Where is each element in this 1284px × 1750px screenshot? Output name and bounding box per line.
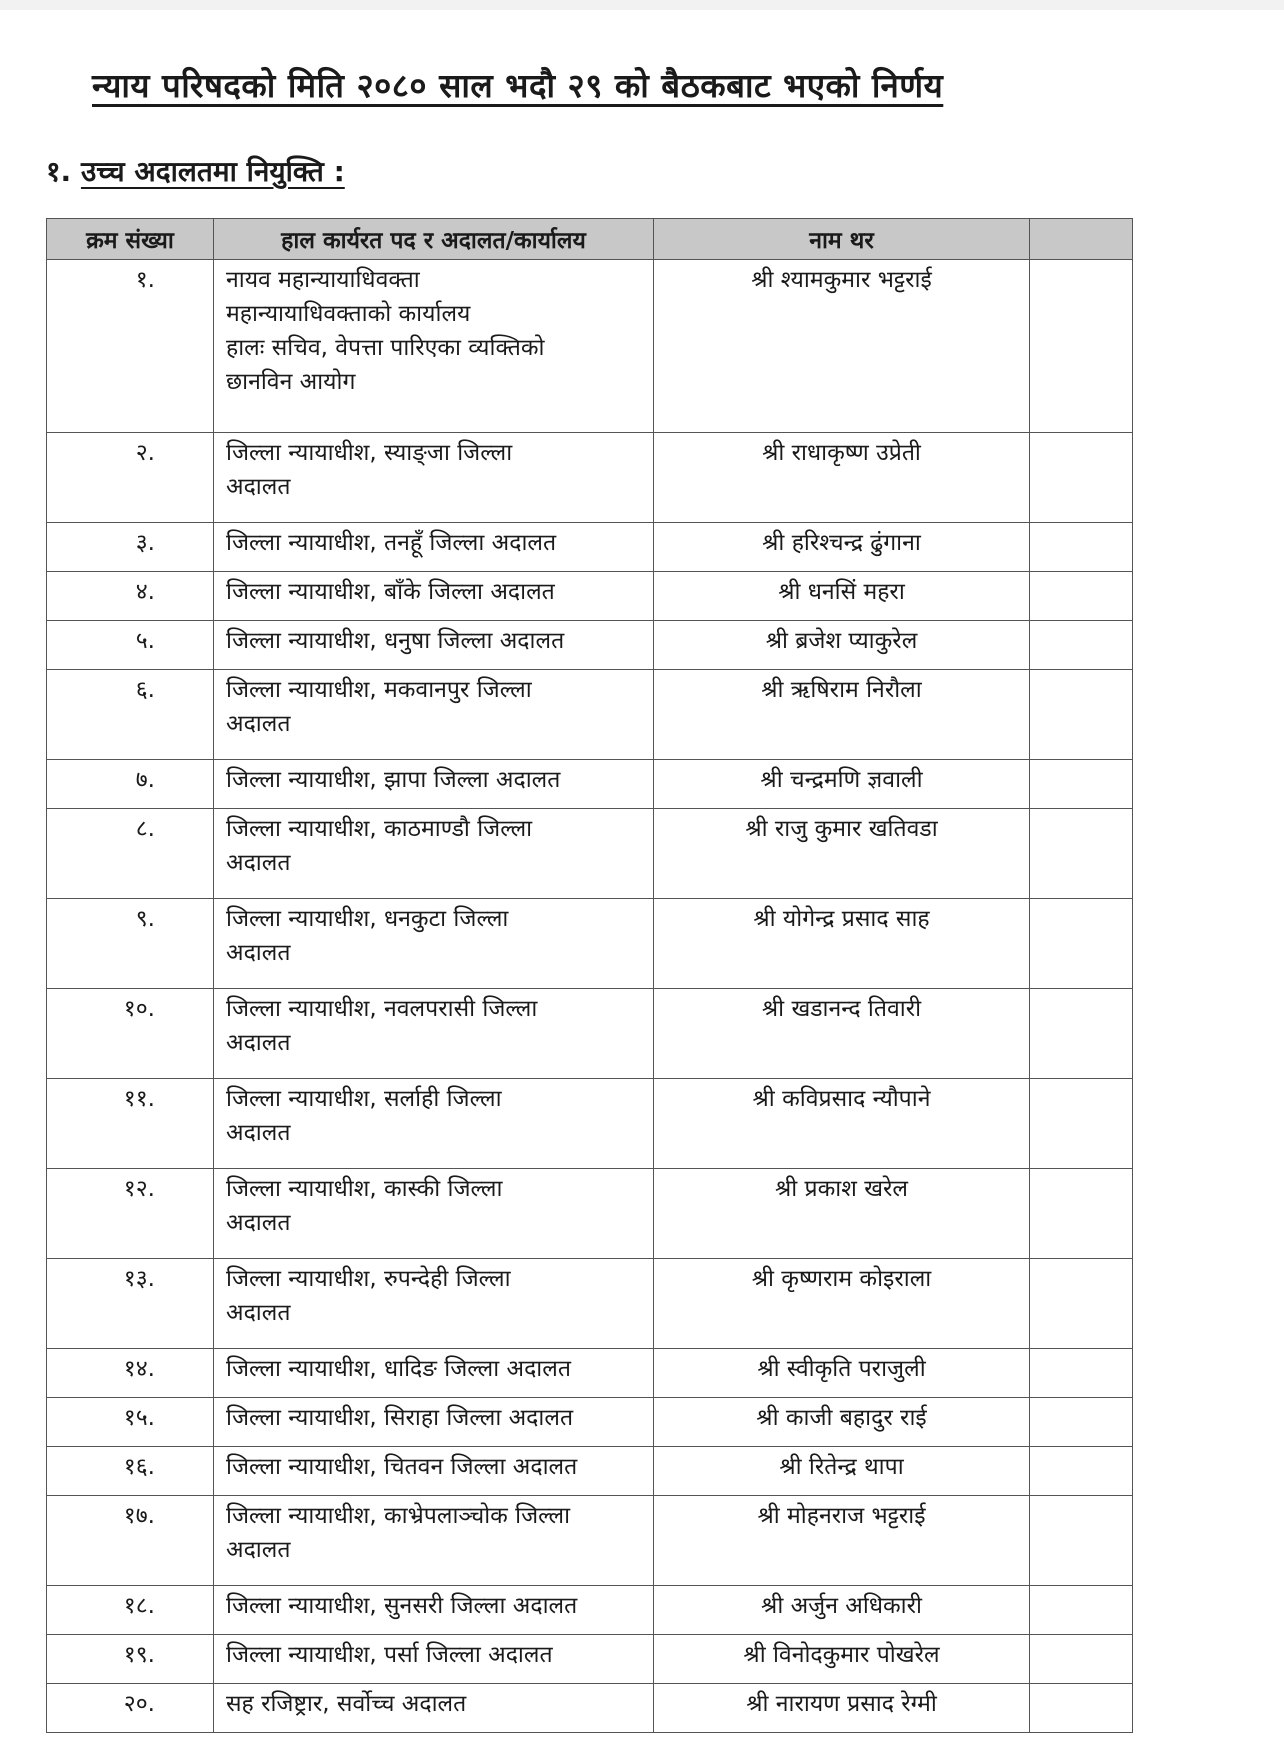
document-title: न्याय परिषदको मिति २०८० साल भदौ २९ को बैठकबाट भएको निर्णय — [92, 66, 944, 105]
position-line: अदालत — [226, 940, 291, 966]
position-line: जिल्ला न्यायाधीश, धनकुटा जिल्ला — [226, 906, 509, 932]
table-row — [47, 670, 1133, 760]
position-line: जिल्ला न्यायाधीश, धनुषा जिल्ला अदालत — [226, 628, 565, 654]
cell-name: श्री राधाकृष्ण उप्रेती — [654, 433, 1030, 523]
position-line: जिल्ला न्यायाधीश, कास्की जिल्ला — [226, 1176, 503, 1202]
cell-serial: १७. — [47, 1496, 214, 1586]
position-line: अदालत — [226, 1120, 291, 1146]
cell-position — [214, 523, 654, 572]
table-row — [47, 1169, 1133, 1259]
cell-name: श्री खडानन्द तिवारी — [654, 989, 1030, 1079]
table-row — [47, 1635, 1133, 1684]
cell-name: श्री ऋषिराम निरौला — [654, 670, 1030, 760]
cell-serial: ९. — [47, 899, 214, 989]
cell-extra — [1030, 621, 1133, 670]
cell-position — [214, 1635, 654, 1684]
cell-extra — [1030, 809, 1133, 899]
cell-serial: २. — [47, 433, 214, 523]
cell-position — [214, 1447, 654, 1496]
cell-name: श्री रितेन्द्र थापा — [654, 1447, 1030, 1496]
cell-serial: १५. — [47, 1398, 214, 1447]
cell-name: श्री मोहनराज भट्टराई — [654, 1496, 1030, 1586]
table-row — [47, 260, 1133, 433]
cell-name: श्री स्वीकृति पराजुली — [654, 1349, 1030, 1398]
position-line: जिल्ला न्यायाधीश, काभ्रेपलाञ्चोक जिल्ला — [226, 1503, 571, 1529]
cell-serial: २०. — [47, 1684, 214, 1733]
cell-extra — [1030, 899, 1133, 989]
cell-serial: ५. — [47, 621, 214, 670]
cell-extra — [1030, 433, 1133, 523]
cell-name: श्री प्रकाश खरेल — [654, 1169, 1030, 1259]
table-row — [47, 1684, 1133, 1733]
cell-position — [214, 1349, 654, 1398]
position-line: अदालत — [226, 850, 291, 876]
cell-name: श्री अर्जुन अधिकारी — [654, 1586, 1030, 1635]
cell-position — [214, 989, 654, 1079]
cell-position — [214, 621, 654, 670]
cell-name: श्री राजु कुमार खतिवडा — [654, 809, 1030, 899]
position-line: अदालत — [226, 1537, 291, 1563]
cell-serial: १८. — [47, 1586, 214, 1635]
cell-name: श्री नारायण प्रसाद रेग्मी — [654, 1684, 1030, 1733]
table-row — [47, 1447, 1133, 1496]
cell-serial: १३. — [47, 1259, 214, 1349]
cell-extra — [1030, 1169, 1133, 1259]
section-title: उच्च अदालतमा नियुक्ति : — [80, 155, 345, 188]
cell-name: श्री काजी बहादुर राई — [654, 1398, 1030, 1447]
cell-serial: ७. — [47, 760, 214, 809]
cell-position — [214, 1684, 654, 1733]
position-line: जिल्ला न्यायाधीश, तनहूँ जिल्ला अदालत — [226, 530, 557, 556]
cell-extra — [1030, 1259, 1133, 1349]
position-line: अदालत — [226, 1210, 291, 1236]
cell-serial: ३. — [47, 523, 214, 572]
cell-serial: ६. — [47, 670, 214, 760]
cell-position — [214, 1496, 654, 1586]
cell-extra — [1030, 1079, 1133, 1169]
position-line: जिल्ला न्यायाधीश, रुपन्देही जिल्ला — [226, 1266, 511, 1292]
table-row — [47, 572, 1133, 621]
cell-position — [214, 260, 654, 433]
header-serial: क्रम संख्या — [47, 219, 214, 260]
cell-extra — [1030, 1349, 1133, 1398]
cell-name: श्री कविप्रसाद न्यौपाने — [654, 1079, 1030, 1169]
position-line: जिल्ला न्यायाधीश, सिराहा जिल्ला अदालत — [226, 1405, 574, 1431]
cell-name: श्री चन्द्रमणि ज्ञवाली — [654, 760, 1030, 809]
position-line: सह रजिष्ट्रार, सर्वोच्च अदालत — [226, 1691, 467, 1717]
position-line: जिल्ला न्यायाधीश, काठमाण्डौ जिल्ला — [226, 816, 533, 842]
cell-serial: १६. — [47, 1447, 214, 1496]
cell-extra — [1030, 1496, 1133, 1586]
cell-serial: १४. — [47, 1349, 214, 1398]
table-row — [47, 433, 1133, 523]
position-line: जिल्ला न्यायाधीश, बाँके जिल्ला अदालत — [226, 579, 555, 605]
cell-extra — [1030, 523, 1133, 572]
table-row — [47, 809, 1133, 899]
table-row — [47, 621, 1133, 670]
cell-extra — [1030, 1635, 1133, 1684]
cell-extra — [1030, 260, 1133, 433]
table-row — [47, 1496, 1133, 1586]
cell-position — [214, 1398, 654, 1447]
cell-name: श्री श्यामकुमार भट्टराई — [654, 260, 1030, 433]
position-line: जिल्ला न्यायाधीश, झापा जिल्ला अदालत — [226, 767, 561, 793]
cell-name: श्री धनसिं महरा — [654, 572, 1030, 621]
header-name: नाम थर — [654, 219, 1030, 260]
position-line: जिल्ला न्यायाधीश, पर्सा जिल्ला अदालत — [226, 1642, 553, 1668]
cell-extra — [1030, 1447, 1133, 1496]
position-line: जिल्ला न्यायाधीश, चितवन जिल्ला अदालत — [226, 1454, 578, 1480]
cell-position — [214, 1169, 654, 1259]
table-header-row — [47, 219, 1133, 260]
cell-name: श्री कृष्णराम कोइराला — [654, 1259, 1030, 1349]
top-strip — [0, 0, 1284, 10]
cell-extra — [1030, 760, 1133, 809]
cell-extra — [1030, 670, 1133, 760]
header-extra — [1030, 219, 1133, 260]
position-line: जिल्ला न्यायाधीश, मकवानपुर जिल्ला — [226, 677, 532, 703]
cell-name: श्री योगेन्द्र प्रसाद साह — [654, 899, 1030, 989]
section-number: १. — [46, 155, 72, 188]
table-row — [47, 989, 1133, 1079]
header-position: हाल कार्यरत पद र अदालत/कार्यालय — [214, 219, 654, 260]
position-line: जिल्ला न्यायाधीश, धादिङ जिल्ला अदालत — [226, 1356, 571, 1382]
position-line: छानविन आयोग — [226, 369, 356, 395]
cell-serial: १०. — [47, 989, 214, 1079]
position-line: हालः सचिव, वेपत्ता पारिएका व्यक्तिको — [226, 335, 545, 361]
position-line: जिल्ला न्यायाधीश, नवलपरासी जिल्ला — [226, 996, 538, 1022]
cell-serial: १२. — [47, 1169, 214, 1259]
cell-position — [214, 1586, 654, 1635]
position-line: जिल्ला न्यायाधीश, स्याङ्जा जिल्ला — [226, 440, 513, 466]
cell-serial: १९. — [47, 1635, 214, 1684]
table-row — [47, 899, 1133, 989]
position-line: जिल्ला न्यायाधीश, सुनसरी जिल्ला अदालत — [226, 1593, 578, 1619]
cell-serial: १. — [47, 260, 214, 433]
cell-serial: ११. — [47, 1079, 214, 1169]
position-line: अदालत — [226, 474, 291, 500]
table-row — [47, 1259, 1133, 1349]
cell-extra — [1030, 1398, 1133, 1447]
cell-position — [214, 809, 654, 899]
cell-serial: ४. — [47, 572, 214, 621]
cell-position — [214, 760, 654, 809]
cell-position — [214, 572, 654, 621]
table-row — [47, 1586, 1133, 1635]
position-line: अदालत — [226, 1300, 291, 1326]
cell-position — [214, 1259, 654, 1349]
cell-name: श्री हरिश्चन्द्र ढुंगाना — [654, 523, 1030, 572]
cell-position — [214, 1079, 654, 1169]
cell-extra — [1030, 1684, 1133, 1733]
table-body — [47, 260, 1133, 1733]
table-row — [47, 1349, 1133, 1398]
section-heading — [46, 152, 345, 190]
cell-position — [214, 670, 654, 760]
cell-extra — [1030, 572, 1133, 621]
position-line: अदालत — [226, 1030, 291, 1056]
position-line: जिल्ला न्यायाधीश, सर्लाही जिल्ला — [226, 1086, 502, 1112]
cell-extra — [1030, 1586, 1133, 1635]
cell-name: श्री विनोदकुमार पोखरेल — [654, 1635, 1030, 1684]
table-row — [47, 523, 1133, 572]
table-row — [47, 760, 1133, 809]
cell-position — [214, 433, 654, 523]
table-row — [47, 1398, 1133, 1447]
table-row — [47, 1079, 1133, 1169]
position-line: महान्यायाधिवक्ताको कार्यालय — [226, 301, 471, 327]
cell-serial: ८. — [47, 809, 214, 899]
cell-extra — [1030, 989, 1133, 1079]
appointments-table — [46, 218, 1133, 1733]
cell-position — [214, 899, 654, 989]
cell-name: श्री ब्रजेश प्याकुरेल — [654, 621, 1030, 670]
position-line: नायव महान्यायाधिवक्ता — [226, 267, 420, 293]
position-line: अदालत — [226, 711, 291, 737]
